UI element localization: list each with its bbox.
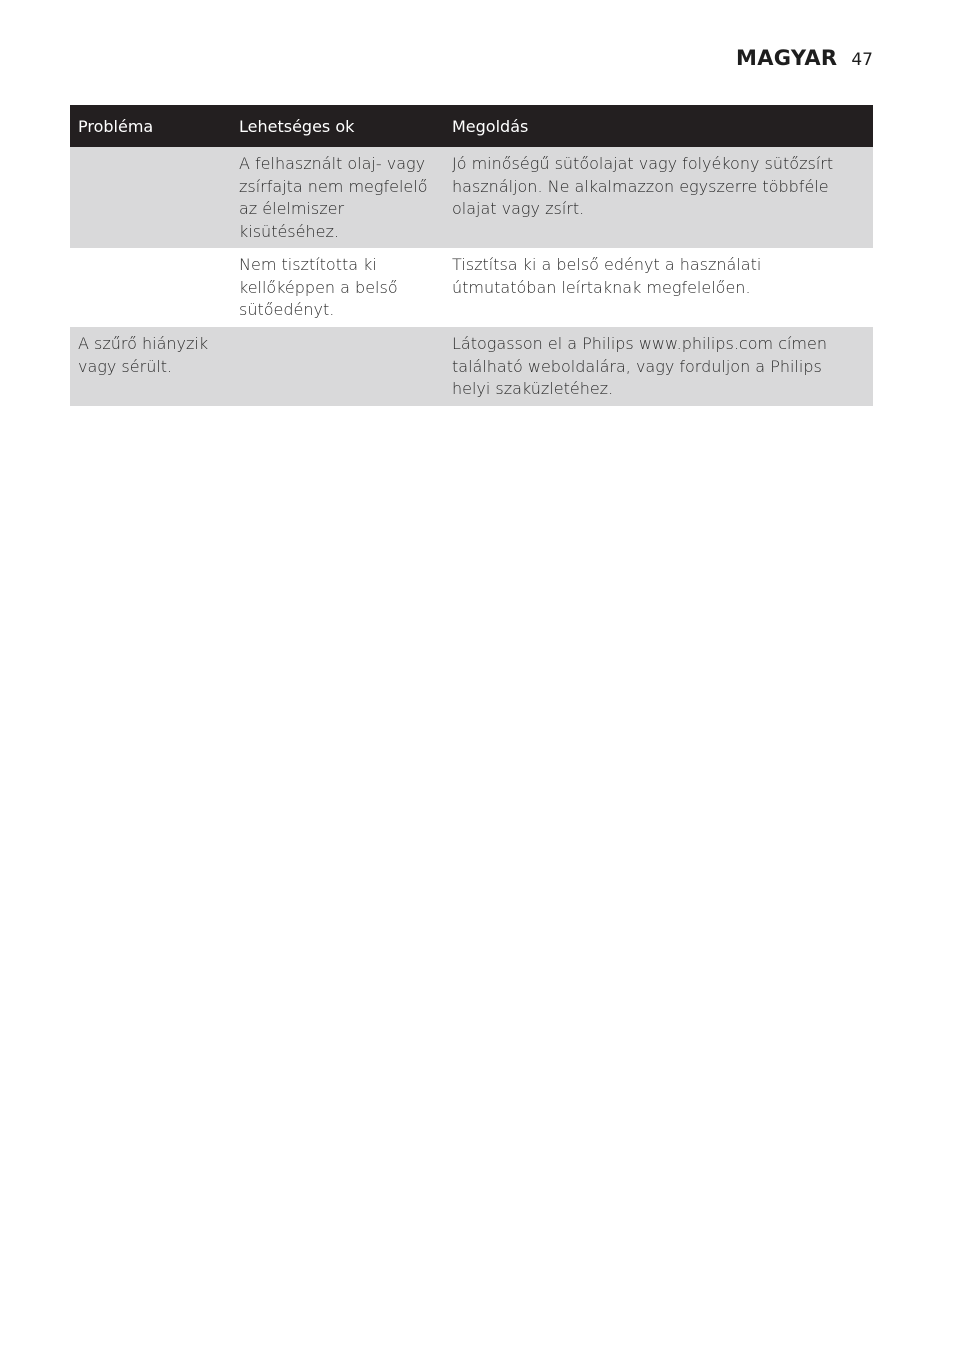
cell-solution: Jó minőségű sütőolajat vagy folyékony sütőzsírt használjon. Ne alkalmazzon egyszerre többféle olajat vagy zsírt. bbox=[444, 147, 873, 248]
language-label: MAGYAR bbox=[736, 46, 838, 70]
cell-problem bbox=[70, 147, 231, 248]
cell-cause bbox=[231, 327, 444, 406]
table-row bbox=[70, 327, 873, 406]
column-header-cause: Lehetséges ok bbox=[231, 105, 444, 147]
cell-cause: A felhasznált olaj- vagy zsírfajta nem megfelelő az élelmiszer kisütéséhez. bbox=[231, 147, 444, 248]
cell-solution: Látogasson el a Philips www.philips.com címen található weboldalára, vagy forduljon a Philips helyi szaküzletéhez. bbox=[444, 327, 873, 406]
cell-solution: Tisztítsa ki a belső edényt a használati útmutatóban leírtaknak megfelelően. bbox=[444, 248, 873, 327]
table-row bbox=[70, 248, 873, 327]
column-header-problem: Probléma bbox=[70, 105, 231, 147]
column-header-solution: Megoldás bbox=[444, 105, 873, 147]
page-header bbox=[736, 46, 873, 70]
cell-problem: A szűrő hiányzik vagy sérült. bbox=[70, 327, 231, 406]
table-header-row bbox=[70, 105, 873, 147]
table-row bbox=[70, 147, 873, 248]
cell-cause: Nem tisztította ki kellőképpen a belső sütőedényt. bbox=[231, 248, 444, 327]
page-number: 47 bbox=[851, 50, 873, 70]
cell-problem bbox=[70, 248, 231, 327]
troubleshooting-table bbox=[70, 105, 873, 406]
